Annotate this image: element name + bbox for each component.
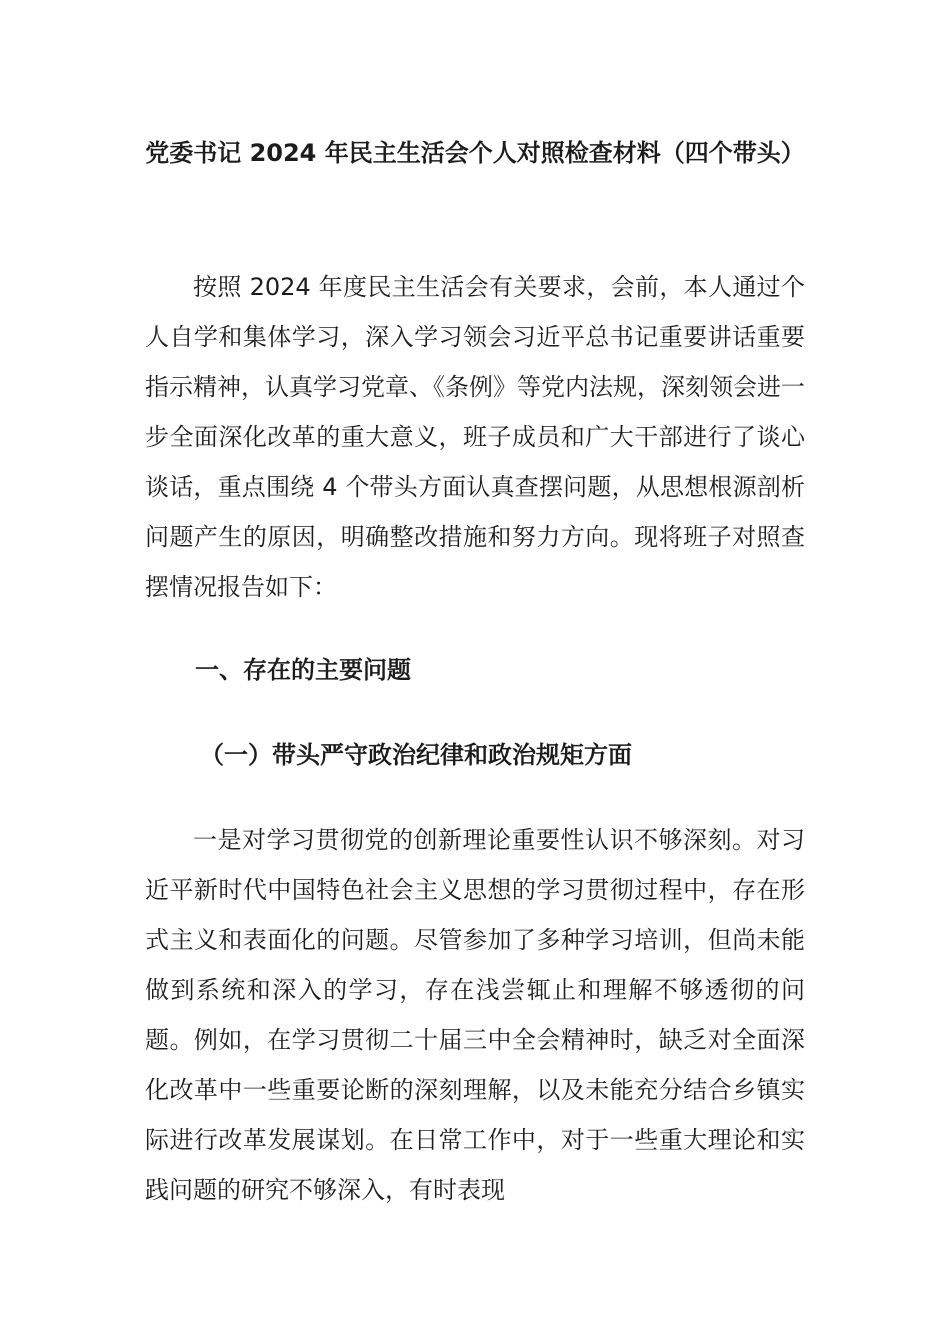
subsection-heading: （一）带头严守政治纪律和政治规矩方面 [200, 741, 632, 769]
intro-paragraph: 按照 2024 年度民主生活会有关要求，会前，本人通过个人自学和集体学习，深入学习领会习近平总书记重要讲话重要指示精神，认真学习党章、《条例》等党内法规，深刻领会进一步全面深化改革的重大意义，班子成员和广大干部进行了谈心谈话，重点围绕 4 个带头方面认真查摆问题，从思想根源剖析问题产生的原因，明确整改措施和努力方向。现将班子对照查摆情况报告如下： [145, 273, 805, 601]
document-title: 党委书记 2024 年民主生活会个人对照检查材料（四个带头） [145, 139, 805, 167]
section-heading: 一、存在的主要问题 [195, 656, 411, 684]
body-paragraph: 一是对学习贯彻党的创新理论重要性认识不够深刻。对习近平新时代中国特色社会主义思想的学习贯彻过程中，存在形式主义和表面化的问题。尽管参加了多种学习培训，但尚未能做到系统和深入的学习，存在浅尝辄止和理解不够透彻的问题。例如，在学习贯彻二十届三中全会精神时，缺乏对全面深化改革中一些重要论断的深刻理解，以及未能充分结合乡镇实际进行改革发展谋划。在日常工作中，对于一些重大理论和实践问题的研究不够深入，有时表现 [145, 826, 805, 1204]
